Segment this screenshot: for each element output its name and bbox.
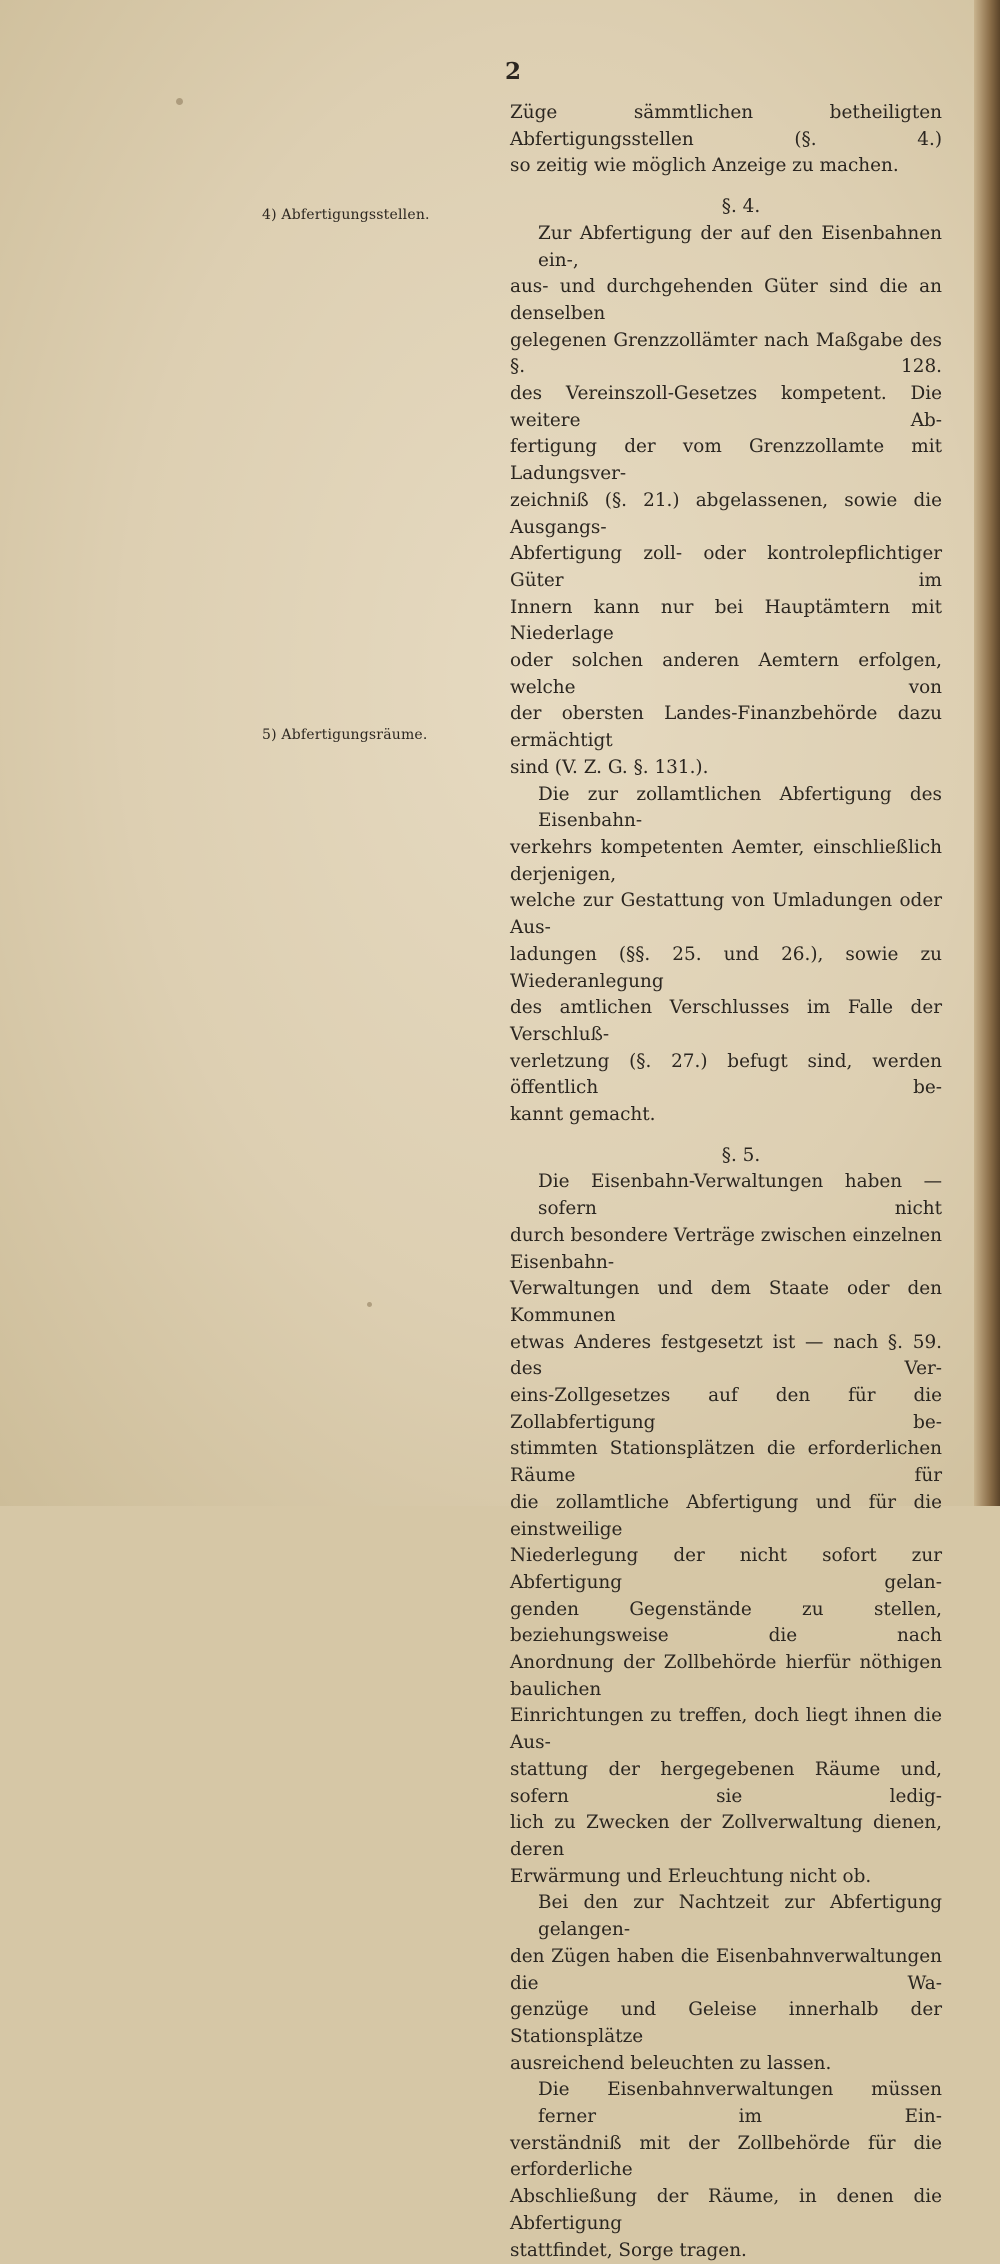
text-line: gelegenen Grenzzollämter nach Maßgabe des §. 128. (510, 329, 942, 378)
text-line: verständniß mit der Zollbehörde für die erforderliche (510, 2132, 942, 2181)
text-line: die zollamtliche Abfertigung und für die einstweilige (510, 1491, 942, 1540)
section-heading-4: §. 4. (721, 196, 761, 218)
text-line: stattung der hergegebenen Räume und, sofern sie ledig- (510, 1758, 942, 1807)
text-line: fertigung der vom Grenzzollamte mit Ladungsver- (510, 436, 942, 485)
paper-spot (176, 98, 183, 105)
page-edge-shadow (974, 0, 1000, 1506)
text-line: Abfertigung zoll- oder kontrolepflichtiger Güter im (510, 543, 942, 591)
text-line: etwas Anderes festgesetzt ist — nach §. 59. des Ver- (510, 1331, 942, 1380)
text-line: ladungen (§§. 25. und 26.), sowie zu Wiederanlegung (510, 943, 942, 992)
text-line: Die Eisenbahn-Verwaltungen haben — sofern nicht (538, 1171, 942, 1220)
text-line: Zur Abfertigung der auf den Eisenbahnen ein-, (538, 222, 942, 271)
text-line: des amtlichen Verschlusses im Falle der Verschluß- (510, 997, 942, 1045)
text-line: verletzung (§. 27.) befugt sind, werden öffentlich be- (510, 1050, 942, 1099)
text-line: den Zügen haben die Eisenbahnverwaltungen die Wa- (510, 1945, 942, 1994)
text-line: der obersten Landes-Finanzbehörde dazu ermächtigt (510, 703, 942, 752)
text-line: Innern kann nur bei Hauptämtern mit Niederlage (510, 596, 942, 645)
text-line: Die zur zollamtlichen Abfertigung des Eisenbahn- (538, 783, 942, 832)
text-line: lich zu Zwecken der Zollverwaltung dienen, deren (510, 1812, 942, 1860)
paper-spot (367, 1302, 372, 1307)
text-line: Abschließung der Räume, in denen die Abfertigung (510, 2186, 942, 2234)
section-heading-5: §. 5. (721, 1144, 761, 1166)
margin-note-abfertigungsstellen: 4) Abfertigungsstellen. (262, 207, 430, 223)
text-line: so zeitig wie möglich Anzeige zu machen. (510, 155, 899, 177)
text-line: des Vereinszoll-Gesetzes kompetent. Die weitere Ab- (510, 383, 942, 431)
main-text-column (510, 100, 942, 2264)
text-line: welche zur Gestattung von Umladungen oder Aus- (510, 890, 942, 939)
text-line: Einrichtungen zu treffen, doch liegt ihnen die Aus- (510, 1705, 942, 1754)
text-line: durch besondere Verträge zwischen einzelnen Eisenbahn- (510, 1224, 942, 1273)
text-line: Die Eisenbahnverwaltungen müssen ferner im Ein- (538, 2079, 942, 2128)
text-line: kannt gemacht. (510, 1104, 656, 1126)
text-line: Anordnung der Zollbehörde hierfür nöthigen baulichen (510, 1652, 942, 1700)
text-line: aus- und durchgehenden Güter sind die an denselben (510, 276, 942, 324)
margin-note-abfertigungsraeume: 5) Abfertigungsräume. (262, 727, 428, 743)
text-line: genden Gegenstände zu stellen, beziehungsweise die nach (510, 1598, 942, 1647)
text-line: ausreichend beleuchten zu lassen. (510, 2052, 832, 2074)
text-line: zeichniß (§. 21.) abgelassenen, sowie die Ausgangs- (510, 489, 942, 538)
text-line: oder solchen anderen Aemtern erfolgen, welche von (510, 650, 942, 698)
text-line: sind (V. Z. G. §. 131.). (510, 756, 709, 778)
text-line: Niederlegung der nicht sofort zur Abfertigung gelan- (510, 1545, 942, 1593)
text-line: genzüge und Geleise innerhalb der Stationsplätze (510, 1999, 942, 2047)
text-line: Züge sämmtlichen betheiligten Abfertigungsstellen (§. 4.) (510, 102, 942, 150)
text-line: Erwärmung und Erleuchtung nicht ob. (510, 1865, 872, 1887)
text-line: stattfindet, Sorge tragen. (510, 2239, 747, 2261)
text-line: eins-Zollgesetzes auf den für die Zollabfertigung be- (510, 1385, 942, 1433)
text-line: Bei den zur Nachtzeit zur Abfertigung gelangen- (538, 1892, 942, 1941)
text-line: stimmten Stationsplätzen die erforderlichen Räume für (510, 1438, 942, 1487)
text-line: Verwaltungen und dem Staate oder den Kommunen (510, 1278, 942, 1326)
page-number: 2 (505, 58, 522, 85)
text-line: verkehrs kompetenten Aemter, einschließlich derjenigen, (510, 836, 942, 885)
